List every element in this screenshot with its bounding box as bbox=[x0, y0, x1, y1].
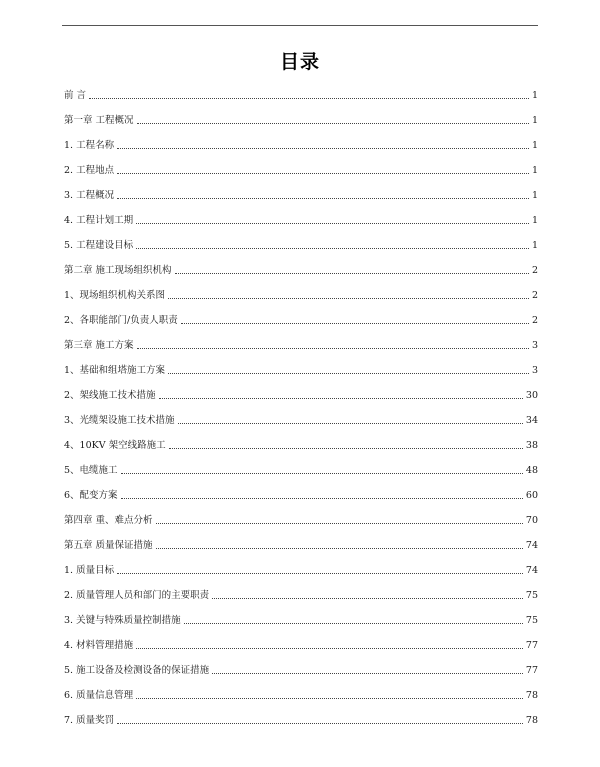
toc-entry-label: 3. 关键与特殊质量控制措施 bbox=[64, 615, 181, 626]
toc-entry-1-1[interactable] bbox=[64, 127, 538, 152]
dot-leader bbox=[137, 348, 529, 349]
toc-entry-label: 第三章 施工方案 bbox=[64, 340, 134, 351]
toc-entry-label: 4、10KV 架空线路施工 bbox=[64, 440, 166, 451]
dot-leader bbox=[117, 148, 529, 149]
toc-entry-page: 48 bbox=[525, 465, 538, 476]
toc-entry-label: 5. 工程建设目标 bbox=[64, 240, 134, 251]
toc-entry-label: 1. 质量目标 bbox=[64, 565, 115, 576]
dot-leader bbox=[156, 523, 523, 524]
toc-entry-preface[interactable] bbox=[64, 77, 538, 102]
toc-entry-5-4[interactable] bbox=[64, 627, 538, 652]
toc-entry-page: 2 bbox=[531, 315, 538, 326]
toc-entry-1-5[interactable] bbox=[64, 227, 538, 252]
toc-entry-label: 第二章 施工现场组织机构 bbox=[64, 265, 172, 276]
dot-leader bbox=[117, 573, 523, 574]
toc-entry-label: 5. 施工设备及检测设备的保证措施 bbox=[64, 665, 210, 676]
toc-entry-label: 2. 质量管理人员和部门的主要职责 bbox=[64, 590, 210, 601]
toc-entry-page: 1 bbox=[531, 240, 538, 251]
toc-entry-page: 78 bbox=[525, 715, 538, 726]
toc-entry-5-1[interactable] bbox=[64, 552, 538, 577]
toc-entry-page: 2 bbox=[531, 265, 538, 276]
toc-entry-3-6[interactable] bbox=[64, 477, 538, 502]
toc-entry-1-4[interactable] bbox=[64, 202, 538, 227]
toc-entry-label: 2、架线施工技术措施 bbox=[64, 390, 156, 401]
dot-leader bbox=[117, 723, 523, 724]
toc-entry-page: 1 bbox=[531, 165, 538, 176]
toc-title: 目录 bbox=[279, 50, 320, 73]
toc-entry-page: 75 bbox=[525, 615, 538, 626]
dot-leader bbox=[168, 298, 529, 299]
toc-entry-page: 34 bbox=[525, 415, 538, 426]
toc-entry-page: 3 bbox=[531, 365, 538, 376]
toc-entry-label: 4. 材料管理措施 bbox=[64, 640, 134, 651]
toc-entry-page: 78 bbox=[525, 690, 538, 701]
dot-leader bbox=[178, 423, 523, 424]
toc-entry-label: 1、现场组织机构关系图 bbox=[64, 290, 166, 301]
toc-entry-3-1[interactable] bbox=[64, 352, 538, 377]
toc-list bbox=[64, 77, 538, 727]
dot-leader bbox=[121, 473, 523, 474]
dot-leader bbox=[136, 698, 523, 699]
toc-entry-page: 60 bbox=[525, 490, 538, 501]
dot-leader bbox=[136, 223, 529, 224]
toc-entry-3-3[interactable] bbox=[64, 402, 538, 427]
toc-entry-label: 3、光缆架设施工技术措施 bbox=[64, 415, 175, 426]
toc-entry-page: 1 bbox=[531, 115, 538, 126]
dot-leader bbox=[169, 448, 523, 449]
dot-leader bbox=[159, 398, 523, 399]
toc-entry-page: 75 bbox=[525, 590, 538, 601]
dot-leader bbox=[184, 623, 523, 624]
toc-entry-label: 第四章 重、难点分析 bbox=[64, 515, 153, 526]
toc-entry-label: 2、各职能部门/负责人职责 bbox=[64, 315, 178, 326]
toc-entry-page: 30 bbox=[525, 390, 538, 401]
dot-leader bbox=[181, 323, 529, 324]
dot-leader bbox=[136, 648, 523, 649]
toc-entry-label: 第一章 工程概况 bbox=[64, 115, 134, 126]
toc-entry-label: 3. 工程概况 bbox=[64, 190, 115, 201]
dot-leader bbox=[89, 98, 529, 99]
dot-leader bbox=[136, 248, 529, 249]
toc-entry-chapter-4[interactable] bbox=[64, 502, 538, 527]
toc-entry-chapter-3[interactable] bbox=[64, 327, 538, 352]
toc-entry-5-6[interactable] bbox=[64, 677, 538, 702]
toc-entry-label: 6、配变方案 bbox=[64, 490, 118, 501]
dot-leader bbox=[137, 123, 529, 124]
toc-entry-page: 74 bbox=[525, 565, 538, 576]
toc-entry-chapter-2[interactable] bbox=[64, 252, 538, 277]
toc-entry-label: 4. 工程计划工期 bbox=[64, 215, 134, 226]
toc-entry-1-2[interactable] bbox=[64, 152, 538, 177]
toc-entry-page: 3 bbox=[531, 340, 538, 351]
toc-entry-label: 2. 工程地点 bbox=[64, 165, 115, 176]
dot-leader bbox=[117, 198, 529, 199]
toc-entry-label: 前 言 bbox=[64, 90, 87, 101]
dot-leader bbox=[175, 273, 529, 274]
toc-entry-5-3[interactable] bbox=[64, 602, 538, 627]
toc-entry-page: 38 bbox=[525, 440, 538, 451]
toc-entry-page: 1 bbox=[531, 215, 538, 226]
toc-entry-chapter-5[interactable] bbox=[64, 527, 538, 552]
toc-entry-1-3[interactable] bbox=[64, 177, 538, 202]
toc-entry-3-5[interactable] bbox=[64, 452, 538, 477]
toc-entry-label: 1. 工程名称 bbox=[64, 140, 115, 151]
toc-entry-page: 77 bbox=[525, 665, 538, 676]
toc-entry-2-2[interactable] bbox=[64, 302, 538, 327]
toc-entry-page: 70 bbox=[525, 515, 538, 526]
toc-entry-3-4[interactable] bbox=[64, 427, 538, 452]
dot-leader bbox=[121, 498, 523, 499]
toc-entry-page: 2 bbox=[531, 290, 538, 301]
toc-entry-label: 第五章 质量保证措施 bbox=[64, 540, 153, 551]
toc-entry-label: 5、电缆施工 bbox=[64, 465, 118, 476]
toc-entry-page: 1 bbox=[531, 140, 538, 151]
dot-leader bbox=[117, 173, 529, 174]
toc-entry-2-1[interactable] bbox=[64, 277, 538, 302]
toc-entry-5-5[interactable] bbox=[64, 652, 538, 677]
dot-leader bbox=[168, 373, 529, 374]
toc-entry-5-2[interactable] bbox=[64, 577, 538, 602]
dot-leader bbox=[156, 548, 523, 549]
toc-entry-page: 77 bbox=[525, 640, 538, 651]
dot-leader bbox=[212, 598, 523, 599]
toc-entry-5-7[interactable] bbox=[64, 702, 538, 727]
toc-entry-label: 1、基础和组塔施工方案 bbox=[64, 365, 166, 376]
header-rule bbox=[62, 25, 538, 26]
dot-leader bbox=[212, 673, 523, 674]
toc-entry-page: 1 bbox=[531, 90, 538, 101]
toc-entry-3-2[interactable] bbox=[64, 377, 538, 402]
toc-entry-chapter-1[interactable] bbox=[64, 102, 538, 127]
toc-entry-label: 7. 质量奖罚 bbox=[64, 715, 115, 726]
toc-entry-label: 6. 质量信息管理 bbox=[64, 690, 134, 701]
toc-entry-page: 74 bbox=[525, 540, 538, 551]
toc-entry-page: 1 bbox=[531, 190, 538, 201]
